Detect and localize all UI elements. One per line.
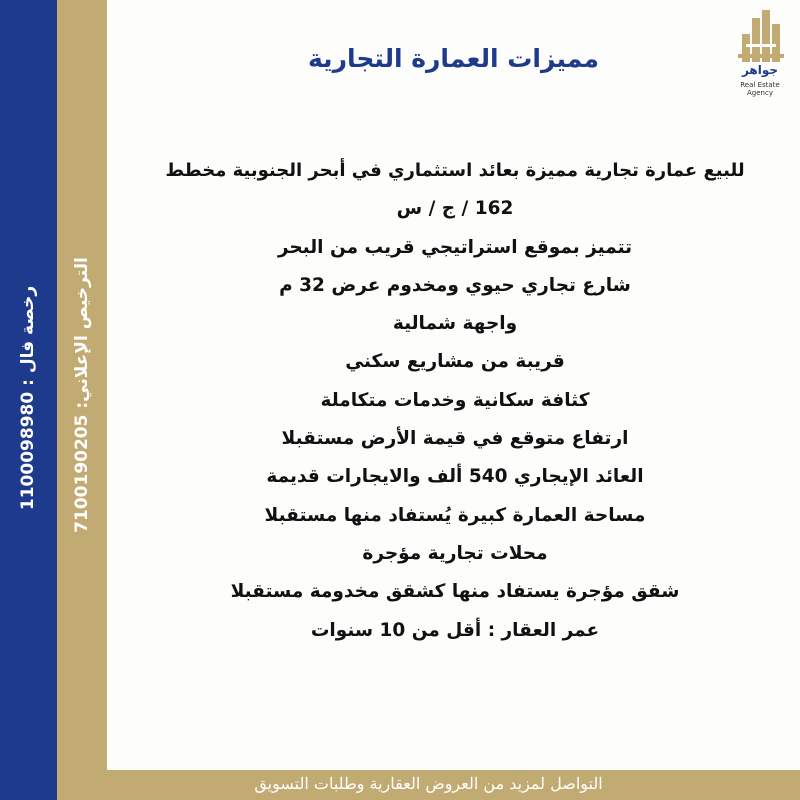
feature-line: محلات تجارية مؤجرة	[362, 542, 548, 564]
feature-line: قريبة من مشاريع سكني	[345, 351, 565, 373]
feature-line: العائد الإيجاري 540 ألف والايجارات قديمة	[266, 466, 644, 488]
feature-line: 162 / ج / س	[396, 198, 514, 220]
feature-line: مساحة العمارة كبيرة يُستفاد منها مستقبلا	[264, 504, 646, 526]
feature-line: ارتفاع متوقع في قيمة الأرض مستقبلا	[281, 428, 629, 450]
footer-bar	[57, 770, 800, 800]
feature-line: شارع تجاري حيوي ومخدوم عرض 32 م	[279, 274, 631, 296]
feature-line: للبيع عمارة تجارية مميزة بعائد استثماري في أبحر الجنوبية مخطط	[165, 160, 745, 181]
feature-line: واجهة شمالية	[392, 313, 518, 335]
logo-arabic-name: جواهر	[741, 63, 779, 77]
feature-line: عمر العقار : أقل من 10 سنوات	[310, 619, 600, 641]
blue-side-strip	[0, 0, 57, 800]
feature-line: كثافة سكانية وخدمات متكاملة	[320, 389, 590, 411]
footer-text: التواصل لمزيد من العروض العقارية وطلبات التسويق	[254, 774, 603, 793]
features-list	[130, 152, 780, 650]
feature-line: شقق مؤجرة يستفاد منها كشقق مخدومة مستقبلا	[230, 581, 680, 603]
ad-license-number: الترخيص الإعلاني: 7100190205	[72, 257, 92, 533]
license-number: رخصة فال : 1100098980	[18, 285, 38, 511]
logo-english-name: Real Estate Agency	[740, 81, 780, 97]
page-title: مميزات العمارة التجارية	[308, 44, 599, 73]
feature-line: تتميز بموقع استراتيجي قريب من البحر	[277, 236, 633, 258]
